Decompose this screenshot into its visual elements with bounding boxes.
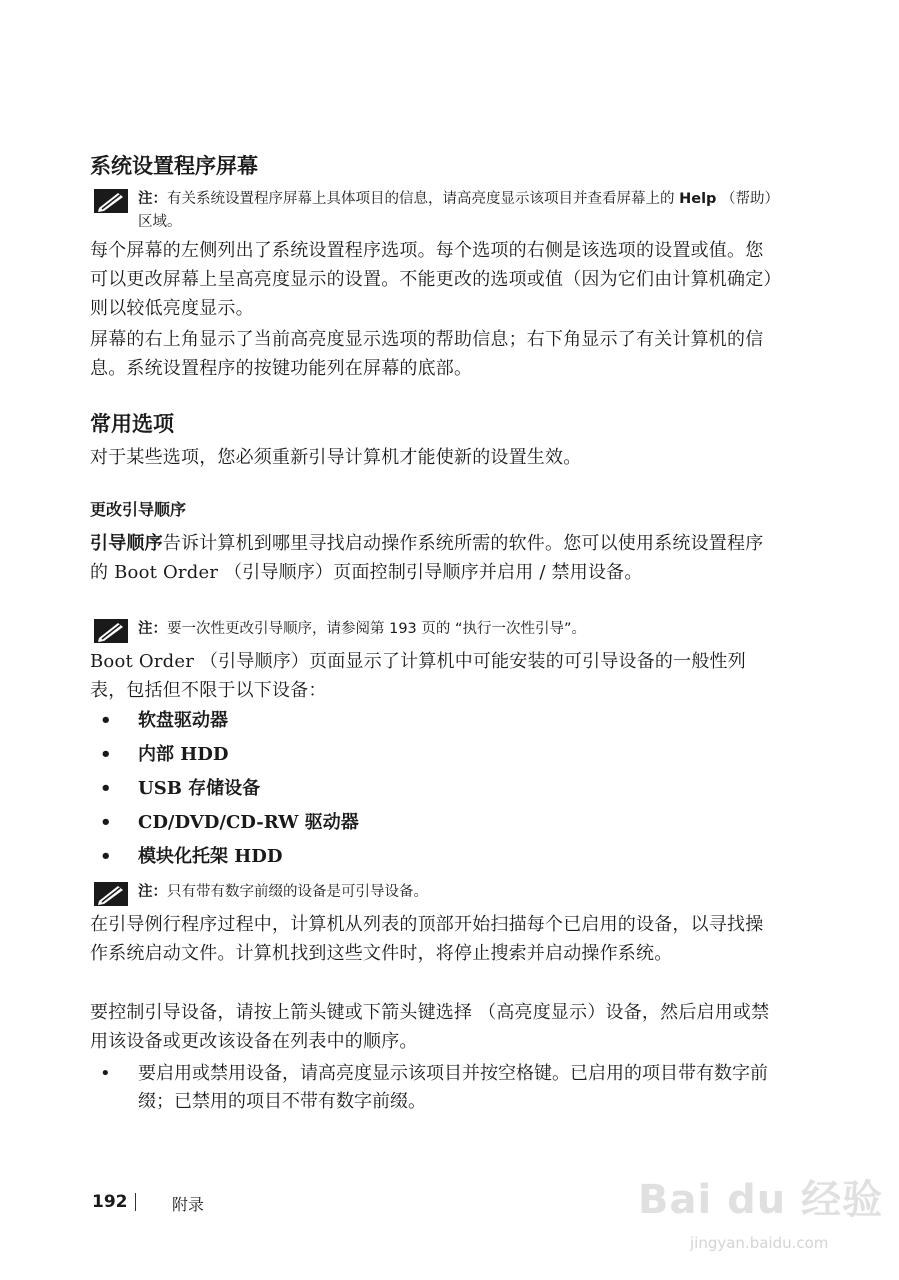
note-label: 注：	[138, 621, 167, 637]
paragraph-boot-devices: Boot Order （引导顺序）页面显示了计算机中可能安装的可引导设备的一般性列表，包括但不限于以下设备：	[90, 651, 746, 701]
note-pencil-icon	[94, 882, 128, 906]
note-text: 只有带有数字前缀的设备是可引导设备。	[167, 884, 428, 900]
watermark-url: jingyan.baidu.com	[690, 1234, 829, 1252]
boot-order-title: 更改引导顺序	[90, 500, 187, 519]
list-item: • 内部 HDD	[98, 738, 778, 772]
note-label: 注：	[138, 884, 167, 900]
paragraph-reboot: 对于某些选项，您必须重新引导计算机才能使新的设置生效。	[90, 447, 582, 468]
list-item: • CD/DVD/CD-RW 驱动器	[98, 806, 778, 840]
list-item: • 要启用或禁用设备，请高亮度显示该项目并按空格键。已启用的项目带有数字前缀；已禁用的项目不带有数字前缀。	[98, 1060, 778, 1116]
page-number: 192	[92, 1192, 128, 1212]
common-options-title: 常用选项	[90, 412, 174, 436]
note-help-term: Help	[679, 191, 717, 207]
list-item: • USB 存储设备	[98, 772, 778, 806]
list-item: • 软盘驱动器	[98, 704, 778, 738]
paragraph-boot-routine: 在引导例行程序过程中，计算机从列表的顶部开始扫描每个已启用的设备，以寻找操作系统启动文件。计算机找到这些文件时，将停止搜索并启动操作系统。	[90, 914, 764, 964]
paragraph-control-boot: 要控制引导设备，请按上箭头键或下箭头键选择 （高亮度显示）设备，然后启用或禁用该设备或更改该设备在列表中的顺序。	[90, 1002, 770, 1052]
chapter-title: 附录	[172, 1195, 205, 1214]
note-text: 要一次性更改引导顺序，请参阅第 193 页的 “执行一次性引导”。	[167, 621, 587, 637]
note-pencil-icon	[94, 619, 128, 643]
note-help	[90, 188, 780, 234]
paragraph-boot-order	[90, 529, 780, 587]
note-pencil-icon	[94, 189, 128, 213]
note-text-end: （帮助）区域。	[138, 191, 780, 230]
note-label: 注：	[138, 191, 167, 207]
note-text: 有关系统设置程序屏幕上具体项目的信息，请高亮度显示该项目并查看屏幕上的	[167, 191, 680, 207]
instruction-list	[98, 1060, 778, 1116]
baidu-watermark	[630, 1150, 890, 1270]
paragraph-help-info: 屏幕的右上角显示了当前高亮度显示选项的帮助信息；右下角显示了有关计算机的信息。系统设置程序的按键功能列在屏幕的底部。	[90, 329, 764, 379]
list-item: • 模块化托架 HDD	[98, 840, 778, 874]
section-title: 系统设置程序屏幕	[90, 154, 258, 178]
paragraph-screen-layout: 每个屏幕的左侧列出了系统设置程序选项。每个选项的右侧是该选项的设置或值。您可以更改屏幕上呈高亮度显示的设置。不能更改的选项或值（因为它们由计算机确定）则以较低亮度显示。	[90, 240, 773, 319]
note-one-time-boot	[90, 618, 780, 641]
footer-divider	[135, 1193, 136, 1211]
boot-order-desc: 告诉计算机到哪里寻找启动操作系统所需的软件。您可以使用系统设置程序的 Boot Order （引导顺序）页面控制引导顺序并启用 / 禁用设备。	[90, 533, 764, 583]
boot-order-term: 引导顺序	[90, 533, 163, 554]
device-list	[98, 704, 778, 874]
watermark-logo: Bai du 经验	[638, 1177, 884, 1223]
note-bootable	[90, 881, 780, 904]
